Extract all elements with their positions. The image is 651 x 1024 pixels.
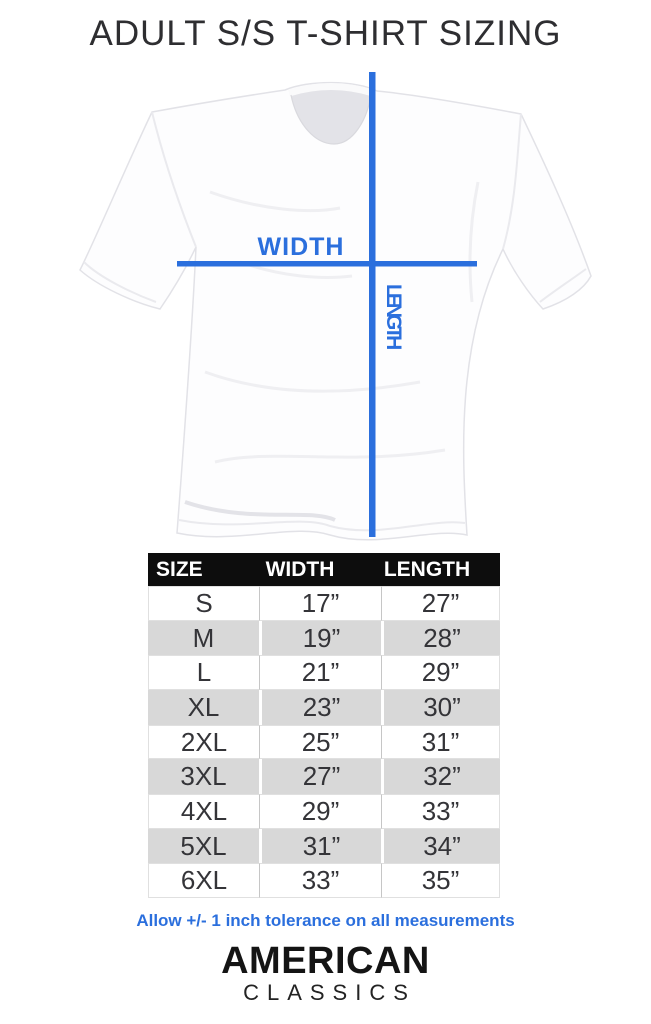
table-row <box>148 690 500 725</box>
table-row <box>148 829 500 864</box>
column-header-width: WIDTH <box>265 558 335 581</box>
table-row <box>148 863 500 898</box>
width-cell: 19” <box>259 621 381 656</box>
length-cell: 34” <box>381 829 500 864</box>
length-cell: 29” <box>381 655 500 690</box>
column-header-length: LENGTH <box>383 558 471 581</box>
size-cell: S <box>148 586 259 621</box>
tolerance-note: Allow +/- 1 inch tolerance on all measurements <box>136 911 515 930</box>
table-row <box>148 621 500 656</box>
width-cell: 17” <box>259 586 381 621</box>
size-cell: L <box>148 655 259 690</box>
length-cell: 28” <box>381 621 500 656</box>
size-cell: M <box>148 621 259 656</box>
width-cell: 23” <box>259 690 381 725</box>
length-cell: 31” <box>381 725 500 760</box>
page-title: ADULT S/S T-SHIRT SIZING <box>89 14 562 53</box>
size-chart-table <box>148 553 500 898</box>
width-label: WIDTH <box>257 233 345 261</box>
length-cell: 33” <box>381 794 500 829</box>
table-row <box>148 794 500 829</box>
width-cell: 31” <box>259 829 381 864</box>
size-cell: 2XL <box>148 725 259 760</box>
shirt-diagram <box>0 62 651 552</box>
size-cell: 4XL <box>148 794 259 829</box>
width-cell: 25” <box>259 725 381 760</box>
tshirt-outline <box>80 83 591 540</box>
brand-name: AMERICAN <box>221 940 430 982</box>
width-cell: 21” <box>259 655 381 690</box>
length-cell: 30” <box>381 690 500 725</box>
brand-subname: CLASSICS <box>243 980 416 1005</box>
column-header-size: SIZE <box>156 558 203 581</box>
width-cell: 33” <box>259 863 381 898</box>
size-cell: XL <box>148 690 259 725</box>
size-cell: 6XL <box>148 863 259 898</box>
length-cell: 35” <box>381 863 500 898</box>
table-row <box>148 725 500 760</box>
size-chart-body <box>148 586 500 898</box>
table-row <box>148 655 500 690</box>
length-cell: 32” <box>381 759 500 794</box>
length-label: LENGTH <box>382 284 405 347</box>
tshirt-photo <box>0 62 651 552</box>
width-cell: 27” <box>259 759 381 794</box>
size-cell: 5XL <box>148 829 259 864</box>
width-cell: 29” <box>259 794 381 829</box>
length-measure-line <box>369 72 376 537</box>
table-row <box>148 759 500 794</box>
brand-logo <box>0 941 651 1004</box>
length-cell: 27” <box>381 586 500 621</box>
table-header <box>148 553 500 586</box>
size-cell: 3XL <box>148 759 259 794</box>
table-row <box>148 586 500 621</box>
